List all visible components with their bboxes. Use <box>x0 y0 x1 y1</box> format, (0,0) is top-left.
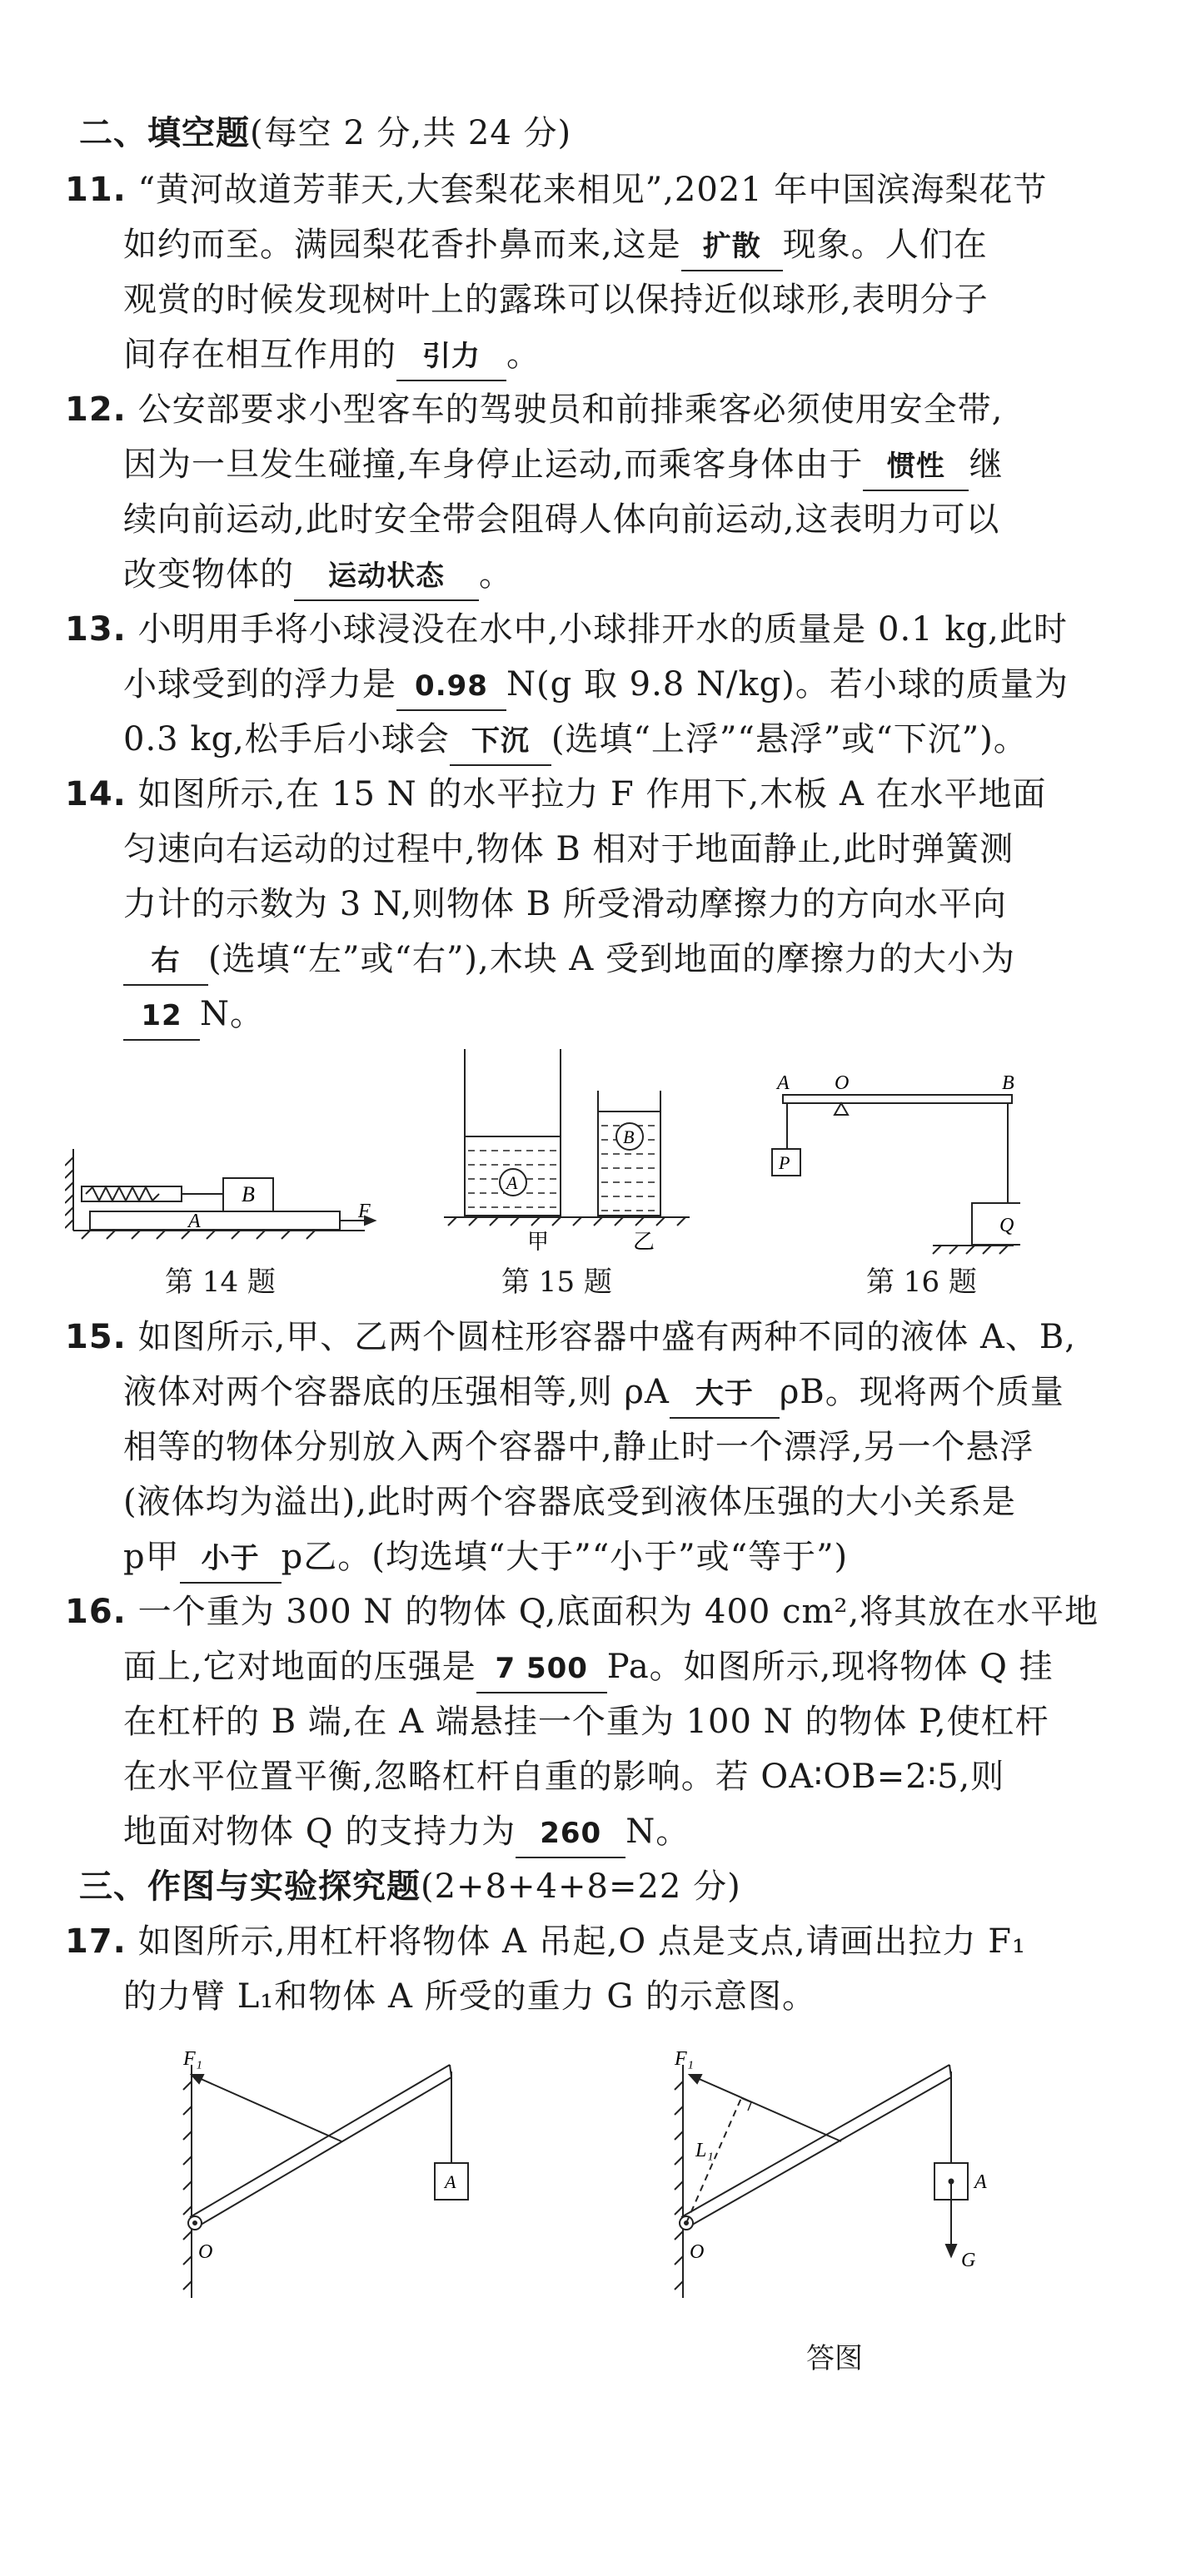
section-title: 二、填空题 <box>79 113 250 152</box>
answer-blank: 运动状态 <box>294 553 479 601</box>
q14-line2: 匀速向右运动的过程中,物体 B 相对于地面静止,此时弹簧测 <box>123 830 1014 868</box>
q11-line2 <box>123 221 988 271</box>
lever-bottom <box>688 2077 951 2227</box>
text: N(g 取 9.8 N/kg)。若小球的质量为 <box>506 665 1069 704</box>
q13-line1 <box>65 606 1068 653</box>
wall-hatching <box>675 2081 683 2290</box>
text: N。 <box>625 1813 690 1851</box>
force-f1 <box>192 2075 341 2141</box>
question-number: 15. <box>65 1318 127 1356</box>
q17-line2: 的力臂 L₁和物体 A 所受的重力 G 的示意图。 <box>123 1977 817 2016</box>
fulcrum <box>835 1103 848 1115</box>
q17-line1 <box>65 1918 1026 1965</box>
question-number: 17. <box>65 1922 127 1961</box>
answer-blank: 大于 <box>670 1370 780 1419</box>
answer-blank: 引力 <box>396 333 506 381</box>
q15-line1 <box>65 1314 1076 1360</box>
lever-top <box>190 2065 450 2217</box>
text: ρB。现将两个质量 <box>779 1373 1064 1411</box>
q14-line4 <box>123 936 1015 986</box>
figure-16 <box>754 1057 1020 1257</box>
q11-line3: 观赏的时候发现树叶上的露珠可以保持近似球形,表明分子 <box>123 281 989 319</box>
text: 0.3 kg,松手后小球会 <box>123 720 450 758</box>
question-number: 13. <box>65 610 127 649</box>
answer-blank: 260 <box>516 1810 625 1858</box>
section-2-heading <box>79 110 571 157</box>
label-q: Q <box>999 1215 1014 1236</box>
right-angle-mark <box>741 2098 751 2111</box>
text: 如图所示,在 15 N 的水平拉力 F 作用下,木板 A 在水平地面 <box>137 775 1047 813</box>
text: Pa。如图所示,现将物体 Q 挂 <box>606 1648 1054 1686</box>
answer-blank: 12 <box>123 992 200 1041</box>
lever-top <box>681 2065 949 2217</box>
q14-line5 <box>123 991 264 1041</box>
label-b: B <box>242 1182 255 1206</box>
q14-line1 <box>65 771 1047 818</box>
label-a: A <box>188 1211 201 1232</box>
force-f1 <box>690 2075 841 2141</box>
text: 间存在相互作用的 <box>123 336 396 374</box>
label-f: F <box>358 1201 371 1222</box>
section-note: (2+8+4+8=22 分) <box>421 1867 741 1906</box>
ground-hatching <box>448 1217 685 1226</box>
label-f1: F₁ <box>183 2048 203 2070</box>
wall-hatching <box>65 1157 73 1228</box>
answer-blank: 下沉 <box>450 718 551 766</box>
text: 小明用手将小球浸没在水中,小球排开水的质量是 0.1 kg,此时 <box>137 610 1068 649</box>
q14-line3: 力计的示数为 3 N,则物体 B 所受滑动摩擦力的方向水平向 <box>123 885 1007 923</box>
q16-line4: 在水平位置平衡,忽略杠杆自重的影响。若 OA∶OB=2∶5,则 <box>123 1758 1005 1796</box>
q12-line2 <box>123 441 1003 491</box>
board-a <box>90 1211 340 1230</box>
answer-blank: 惯性 <box>863 443 969 491</box>
text: 。 <box>506 336 541 374</box>
question-number: 14. <box>65 775 127 813</box>
text: 因为一旦发生碰撞,车身停止运动,而乘客身体由于 <box>123 445 864 484</box>
q16-line2 <box>123 1644 1054 1693</box>
text: 地面对物体 Q 的支持力为 <box>123 1813 516 1851</box>
question-number: 11. <box>65 171 127 209</box>
answer-blank: 0.98 <box>396 663 506 711</box>
q13-line3 <box>123 716 1028 766</box>
text: “黄河故道芳菲天,大套梨花来相见”,2021 年中国滨海梨花节 <box>137 171 1048 209</box>
answer-blank: 小于 <box>180 1535 282 1584</box>
text: 如图所示,用杠杆将物体 A 吊起,O 点是支点,请画出拉力 F₁ <box>137 1922 1027 1961</box>
label-o: O <box>198 2241 213 2263</box>
answer-blank: 7 500 <box>476 1645 607 1693</box>
q12-line3: 续向前运动,此时安全带会阻碍人体向前运动,这表明力可以 <box>123 500 1000 539</box>
text: 现象。人们在 <box>782 226 988 264</box>
figure-15 <box>440 1041 706 1257</box>
text: (选填“上浮”“悬浮”或“下沉”)。 <box>551 720 1028 758</box>
section-title: 三、作图与实验探究题 <box>79 1867 421 1906</box>
text: 公安部要求小型客车的驾驶员和前排乘客必须使用安全带, <box>137 390 1004 429</box>
caption-14: 第 14 题 <box>165 1266 276 1299</box>
q15-line5 <box>123 1534 848 1584</box>
q15-line4: (液体均为溢出),此时两个容器底受到液体压强的大小关系是 <box>123 1483 1016 1521</box>
section-note: (每空 2 分,共 24 分) <box>250 114 572 152</box>
answer-blank: 右 <box>123 937 208 986</box>
text: p乙。(均选填“大于”“小于”或“等于”) <box>281 1538 849 1576</box>
q12-line1 <box>65 386 1003 433</box>
label-b: B <box>1002 1072 1014 1094</box>
label-o: O <box>835 1072 850 1094</box>
q11-line1 <box>65 167 1047 213</box>
text: 改变物体的 <box>123 555 294 594</box>
caption-16: 第 16 题 <box>866 1266 977 1299</box>
text: 如约而至。满园梨花香扑鼻而来,这是 <box>123 226 681 264</box>
text: 一个重为 300 N 的物体 Q,底面积为 400 cm²,将其放在水平地 <box>137 1593 1099 1631</box>
label-o: O <box>690 2241 705 2263</box>
figure-17-question <box>167 2031 500 2306</box>
label-b: B <box>623 1126 635 1147</box>
q16-line3: 在杠杆的 B 端,在 A 端悬挂一个重为 100 N 的物体 P,使杠杆 <box>123 1703 1049 1741</box>
text: 小球受到的浮力是 <box>123 665 396 704</box>
label-a: A <box>506 1172 518 1193</box>
caption-15: 第 15 题 <box>501 1266 612 1299</box>
q15-line2 <box>123 1369 1064 1419</box>
ground-hatching <box>933 1246 1008 1254</box>
text: 如图所示,甲、乙两个圆柱形容器中盛有两种不同的液体 A、B, <box>137 1318 1077 1356</box>
text: 继 <box>969 445 1004 484</box>
text: (选填“左”或“右”),木块 A 受到地面的摩擦力的大小为 <box>208 940 1016 978</box>
figure-17-answer <box>641 2031 1008 2306</box>
text: p甲 <box>123 1538 180 1576</box>
wall-hatching <box>183 2081 192 2290</box>
text: 液体对两个容器底的压强相等,则 ρA <box>123 1373 670 1411</box>
section-3-heading <box>79 1863 741 1910</box>
text: 面上,它对地面的压强是 <box>123 1648 476 1686</box>
q11-line4 <box>123 331 541 381</box>
spring-coil <box>86 1187 159 1201</box>
label-p: P <box>779 1152 790 1173</box>
label-g: G <box>961 2250 976 2271</box>
q16-line5 <box>123 1808 690 1858</box>
label-yi: 乙 <box>633 1230 655 1254</box>
label-f1: F₁ <box>675 2048 695 2070</box>
label-a: A <box>974 2171 987 2193</box>
q12-line4 <box>123 551 513 601</box>
answer-figure-caption: 答图 <box>806 2342 863 2375</box>
label-a: A <box>445 2171 456 2192</box>
lever <box>783 1095 1012 1103</box>
question-number: 16. <box>65 1593 127 1631</box>
q13-line2 <box>123 661 1069 711</box>
q15-line3: 相等的物体分别放入两个容器中,静止时一个漂浮,另一个悬浮 <box>123 1428 1034 1466</box>
text: N。 <box>200 995 264 1033</box>
figure-14 <box>65 1132 381 1249</box>
question-number: 12. <box>65 390 127 429</box>
label-jia: 甲 <box>527 1230 550 1254</box>
q16-line1 <box>65 1589 1099 1635</box>
label-l1: L₁ <box>695 2140 714 2161</box>
text: 。 <box>479 555 513 594</box>
label-a: A <box>777 1072 790 1094</box>
answer-blank: 扩散 <box>681 223 783 271</box>
lever-bottom <box>197 2077 451 2227</box>
moment-arm-l1 <box>686 2098 741 2223</box>
